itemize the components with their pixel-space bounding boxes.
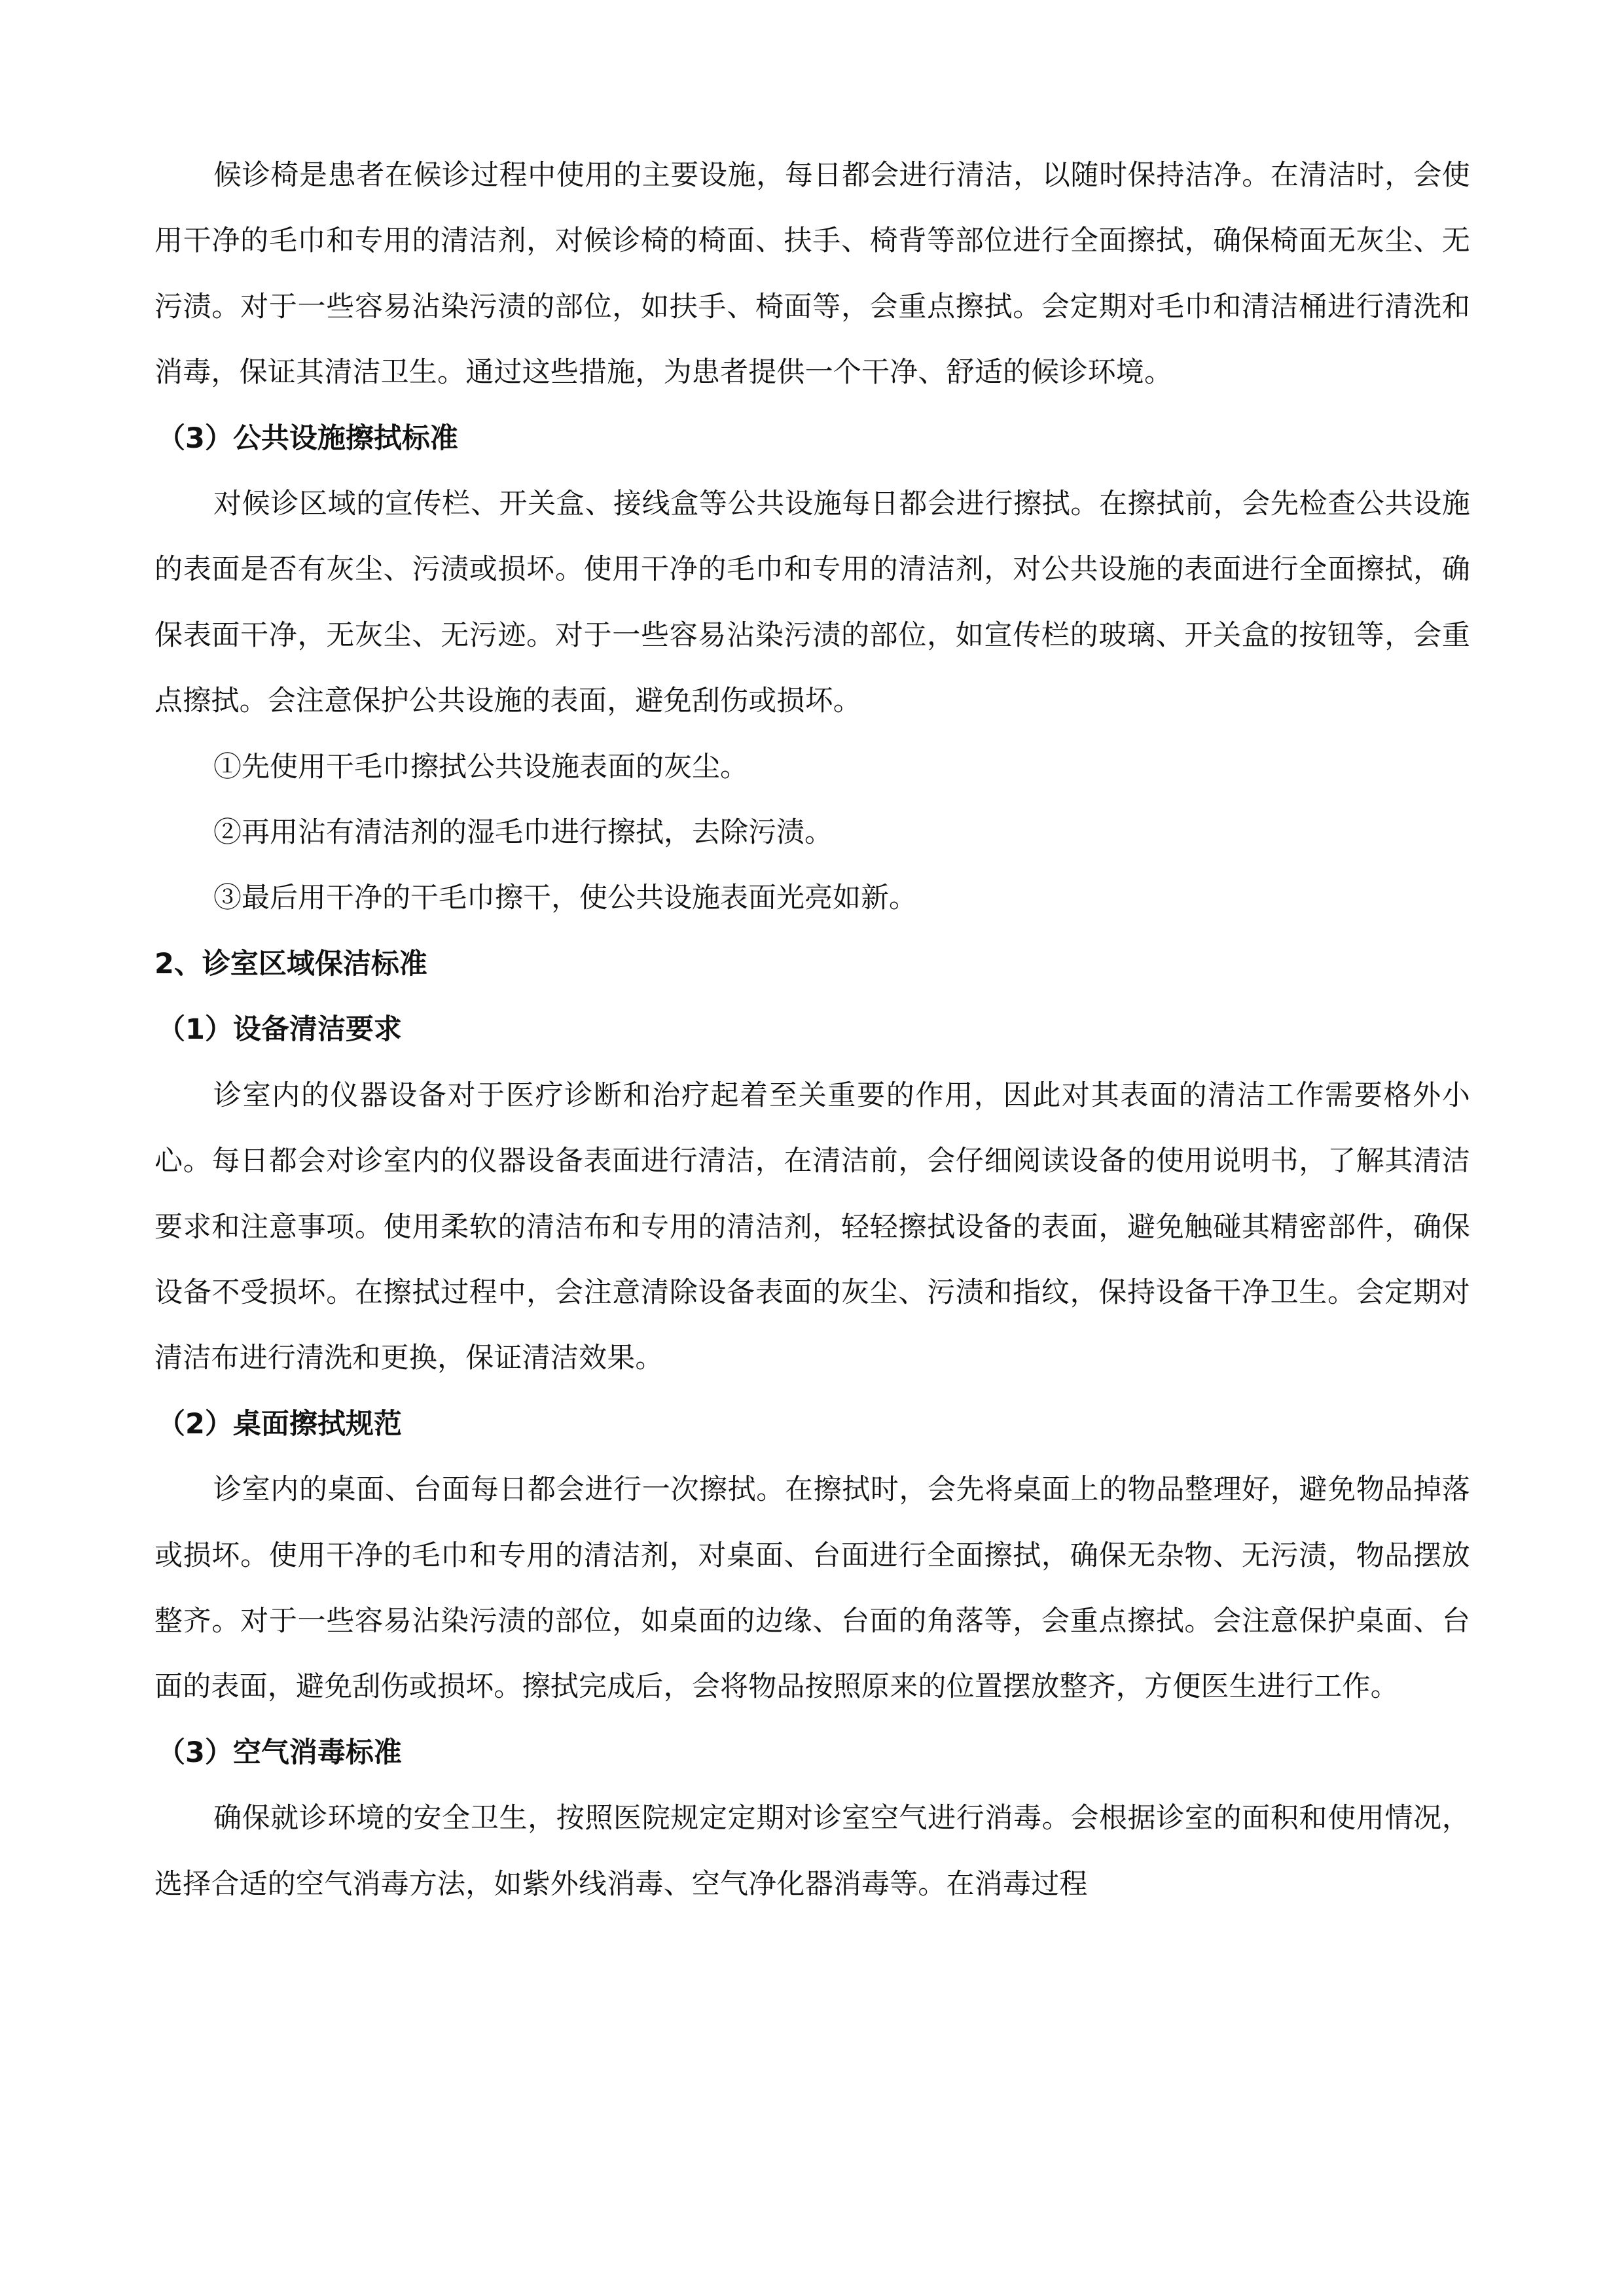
public-facility-wiping-paragraph: 对候诊区域的宣传栏、开关盒、接线盒等公共设施每日都会进行擦拭。在擦拭前，会先检查公共设施的表面是否有灰尘、污渍或损坏。使用干净的毛巾和专用的清洁剂，对公共设施的表面进行全面擦拭，确保表面干净，无灰尘、无污迹。对于一些容易沾染污渍的部位，如宣传栏的玻璃、开关盒的按钮等，会重点擦拭。会注意保护公共设施的表面，避免刮伤或损坏。 — [154, 488, 1470, 718]
step-1-dry-dusting: ①先使用干毛巾擦拭公共设施表面的灰尘。 — [213, 750, 748, 783]
waiting-chair-cleaning-paragraph: 候诊椅是患者在候诊过程中使用的主要设施，每日都会进行清洁，以随时保持洁净。在清洁时，会使用干净的毛巾和专用的清洁剂，对候诊椅的椅面、扶手、椅背等部位进行全面擦拭，确保椅面无灰尘、无污渍。对于一些容易沾染污渍的部位，如扶手、椅面等，会重点擦拭。会定期对毛巾和清洁桶进行清洗和消毒，保证其清洁卫生。通过这些措施，为患者提供一个干净、舒适的候诊环境。 — [154, 159, 1470, 389]
air-disinfection-heading: （3）空气消毒标准 — [157, 1736, 402, 1769]
equipment-cleaning-heading: （1）设备清洁要求 — [157, 1013, 402, 1047]
step-3-drying: ③最后用干净的干毛巾擦干，使公共设施表面光亮如新。 — [213, 882, 917, 915]
equipment-cleaning-paragraph: 诊室内的仪器设备对于医疗诊断和治疗起着至关重要的作用，因此对其表面的清洁工作需要格外小心。每日都会对诊室内的仪器设备表面进行清洁，在清洁前，会仔细阅读设备的使用说明书，了解其清洁要求和注意事项。使用柔软的清洁布和专用的清洁剂，轻轻擦拭设备的表面，避免触碰其精密部件，确保设备不受损坏。在擦拭过程中，会注意清除设备表面的灰尘、污渍和指纹，保持设备干净卫生。会定期对清洁布进行清洗和更换，保证清洁效果。 — [154, 1079, 1470, 1375]
document-body — [154, 143, 1470, 1917]
public-facility-wiping-heading: （3）公共设施擦拭标准 — [157, 422, 458, 455]
desktop-wiping-heading: （2）桌面擦拭规范 — [157, 1407, 402, 1441]
clinic-room-cleaning-section-heading: 2、诊室区域保洁标准 — [154, 947, 427, 980]
step-2-wet-wiping: ②再用沾有清洁剂的湿毛巾进行擦拭，去除污渍。 — [213, 816, 833, 850]
air-disinfection-paragraph: 确保就诊环境的安全卫生，按照医院规定定期对诊室空气进行消毒。会根据诊室的面积和使用情况，选择合适的空气消毒方法，如紫外线消毒、空气净化器消毒等。在消毒过程 — [154, 1802, 1470, 1901]
desktop-wiping-paragraph: 诊室内的桌面、台面每日都会进行一次擦拭。在擦拭时，会先将桌面上的物品整理好，避免物品掉落或损坏。使用干净的毛巾和专用的清洁剂，对桌面、台面进行全面擦拭，确保无杂物、无污渍，物品摆放整齐。对于一些容易沾染污渍的部位，如桌面的边缘、台面的角落等，会重点擦拭。会注意保护桌面、台面的表面，避免刮伤或损坏。擦拭完成后，会将物品按照原来的位置摆放整齐，方便医生进行工作。 — [154, 1473, 1470, 1704]
